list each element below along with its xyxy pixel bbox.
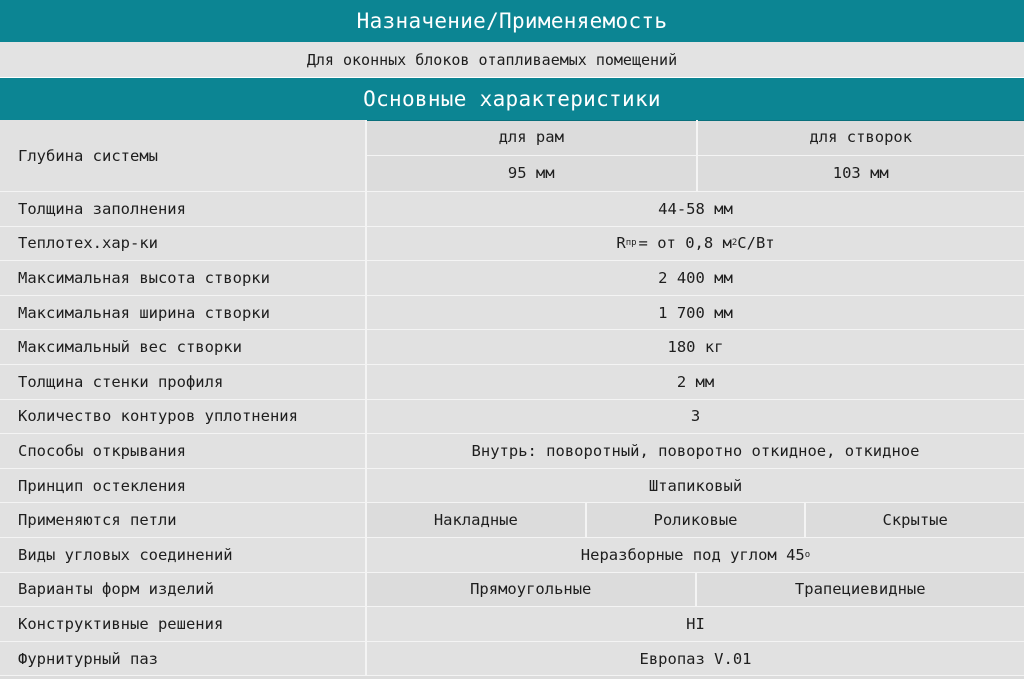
table-row xyxy=(0,365,1024,400)
table-row xyxy=(0,607,1024,642)
depth-values xyxy=(367,120,1024,191)
characteristics-header: Основные характеристики xyxy=(0,78,1024,121)
row-value: 2 мм xyxy=(367,365,1024,399)
table-row xyxy=(0,400,1024,435)
depth-frames-header: для рам xyxy=(367,120,696,156)
row-label: Толщина заполнения xyxy=(0,192,367,226)
row-value: 44-58 мм xyxy=(367,192,1024,226)
purpose-header: Назначение/Применяемость xyxy=(0,0,1024,43)
row-value: 1 700 мм xyxy=(367,296,1024,330)
hinge-values xyxy=(367,503,1024,537)
row-label: Способы открывания xyxy=(0,434,367,468)
depth-sashes-value: 103 мм xyxy=(696,156,1024,192)
corner-joint-text: Неразборные под углом 45 xyxy=(580,545,805,564)
table-row xyxy=(0,227,1024,262)
hinge-hidden: Скрытые xyxy=(804,503,1024,537)
table-row xyxy=(0,642,1024,677)
row-label: Виды угловых соединений xyxy=(0,538,367,572)
row-value: Европаз V.01 xyxy=(367,642,1024,676)
table-row xyxy=(0,538,1024,573)
table-row xyxy=(0,330,1024,365)
shape-rectangular: Прямоугольные xyxy=(470,580,592,599)
row-label: Варианты форм изделий xyxy=(0,573,367,607)
row-value: HI xyxy=(367,607,1024,641)
shape-values xyxy=(367,573,1024,607)
row-label: Максимальная ширина створки xyxy=(0,296,367,330)
hinge-overlay: Накладные xyxy=(433,511,518,530)
table-row xyxy=(0,469,1024,504)
row-value: 180 кг xyxy=(367,330,1024,364)
row-label: Применяются петли xyxy=(0,503,367,537)
characteristics-table xyxy=(0,120,1024,676)
table-row xyxy=(0,503,1024,538)
row-value xyxy=(367,227,1024,261)
r-subscript: пр xyxy=(625,238,637,249)
area-exponent: 2 xyxy=(731,238,738,249)
row-label: Толщина стенки профиля xyxy=(0,365,367,399)
row-value: Внутрь: поворотный, поворотно откидное, откидное xyxy=(367,434,1024,468)
r-symbol: R xyxy=(616,234,626,253)
table-row xyxy=(0,296,1024,331)
row-label: Количество контуров уплотнения xyxy=(0,400,367,434)
row-label: Максимальный вес створки xyxy=(0,330,367,364)
row-label: Глубина системы xyxy=(0,120,367,191)
hinge-roller: Роликовые xyxy=(585,503,805,537)
row-value: 3 xyxy=(367,400,1024,434)
table-row xyxy=(0,573,1024,608)
table-row xyxy=(0,192,1024,227)
depth-frames-value: 95 мм xyxy=(507,164,555,183)
r-value: = от 0,8 м xyxy=(638,234,732,253)
row-label: Конструктивные решения xyxy=(0,607,367,641)
shape-trapezoidal: Трапециевидные xyxy=(695,573,1024,607)
row-label: Принцип остекления xyxy=(0,469,367,503)
row-label: Максимальная высота створки xyxy=(0,261,367,295)
depth-sashes-header: для створок xyxy=(696,120,1024,156)
row-label: Фурнитурный паз xyxy=(0,642,367,676)
degree-mark: о xyxy=(804,549,811,560)
row-label: Теплотех.хар-ки xyxy=(0,227,367,261)
table-row xyxy=(0,261,1024,296)
table-row xyxy=(0,434,1024,469)
row-value xyxy=(367,538,1024,572)
purpose-text: Для оконных блоков отапливаемых помещений xyxy=(0,42,1024,78)
r-unit: С/Вт xyxy=(737,234,775,253)
row-value: Штапиковый xyxy=(367,469,1024,503)
row-value: 2 400 мм xyxy=(367,261,1024,295)
table-row xyxy=(0,120,1024,192)
